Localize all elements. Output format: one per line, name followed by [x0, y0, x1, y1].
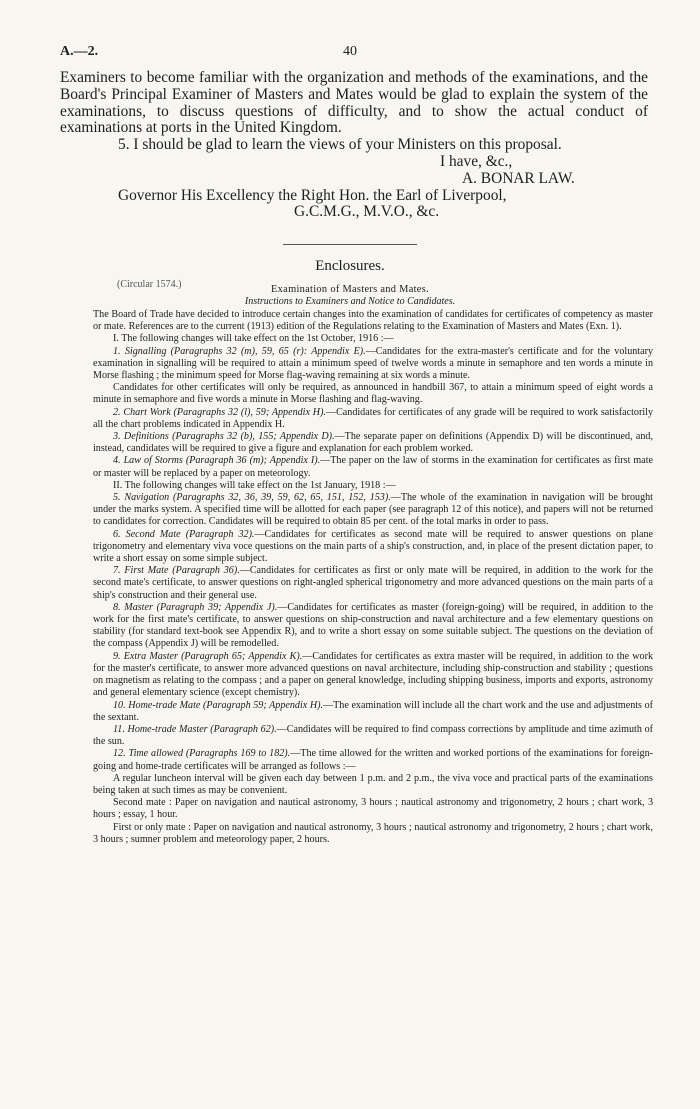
document-reference: A.—2.: [60, 44, 99, 59]
paragraph-heading: 4. Law of Storms (Paragraph 36 (m); Appendix I).: [113, 455, 321, 467]
enclosure-paragraph: [93, 529, 653, 566]
enclosure-paragraph: [93, 480, 653, 492]
paragraph-text: —Candidates for certificates as extra master will be required, in addition to the work for the master's certificate, to answer more advanced questions on naval architecture, including ship-construction and stability ; questions on magnetism as relating to the compass ; and a paper on general knowledge, including shipping business, imports and exports, astronomy and general elementary science (except chemistry).: [93, 650, 653, 699]
paragraph-text: The Board of Trade have decided to introduce certain changes into the examination of candidates for certificates of competency as master or mate. References are to the current (1913) edition of the Regulations relating to the Examination of Masters and Mates (Exn. 1).: [93, 309, 653, 333]
enclosure-paragraph: [93, 822, 653, 846]
enclosures-heading: Enclosures.: [315, 258, 385, 274]
paragraph-heading: 9. Extra Master (Paragraph 65; Appendix K).: [113, 650, 303, 662]
paragraph-heading: 8. Master (Paragraph 39; Appendix J).: [113, 601, 278, 613]
examination-heading: Examination of Masters and Mates.: [271, 284, 429, 295]
paragraph-text: I. The following changes will take effect on the 1st October, 1916 :—: [113, 333, 394, 345]
paragraph-heading: 1. Signalling (Paragraphs 32 (m), 59, 65 (r): Appendix E).: [113, 345, 366, 357]
enclosure-paragraph: [93, 382, 653, 406]
paragraph-heading: 5. Navigation (Paragraphs 32, 36, 39, 59, 62, 65, 151, 152, 153).: [113, 492, 391, 504]
enclosure-paragraph: [93, 492, 653, 529]
paragraph-text: Candidates for other certificates will only be required, as announced in handbill 367, to attain a minimum speed of eight words a minute in semaphore and five words a minute in Morse flashing and flag-waving.: [93, 382, 653, 406]
paragraph-text: —The separate paper on definitions (Appendix D) will be discontinued, and, instead, candidates will be required to give a figure and explanation for each problem worked.: [93, 431, 653, 455]
paragraph-text: —The time allowed for the written and worked portions of the examinations for foreign-going and home-trade certificates will be arranged as follows :—: [93, 748, 653, 772]
section-divider: [283, 244, 417, 245]
paragraph-heading: 11. Home-trade Master (Paragraph 62).: [113, 723, 277, 735]
enclosure-paragraph: [93, 333, 653, 345]
enclosure-paragraph: [93, 565, 653, 602]
enclosure-paragraph: [93, 455, 653, 479]
paragraph-heading: 3. Definitions (Paragraphs 32 (b), 155; Appendix D).: [113, 431, 335, 443]
enclosure-paragraph: [93, 700, 653, 724]
enclosure-paragraph: [93, 748, 653, 772]
enclosure-paragraph: [93, 651, 653, 700]
running-header: [60, 44, 640, 64]
paragraph-text: First or only mate : Paper on navigation and nautical astronomy, 3 hours ; nautical astronomy and trigonometry, 2 hours ; chart work, 3 hours ; sumner problem and meteorology paper, 2 hours.: [93, 821, 653, 845]
paragraph-text: —Candidates will be required to find compass corrections by amplitude and time azimuth of the sun.: [93, 723, 653, 748]
paragraph-heading: 12. Time allowed (Paragraphs 169 to 182).: [113, 748, 291, 760]
enclosure-paragraph: [93, 602, 653, 651]
enclosure-paragraph: [93, 309, 653, 333]
enclosure-paragraph: [93, 773, 653, 797]
addressee-honours: G.C.M.G., M.V.O., &c.: [294, 203, 440, 221]
closing-formula: I have, &c.,: [440, 152, 513, 170]
paragraph-text: —Candidates for certificates of any grade will be required to work satisfactorily all the chart problems indicated in Appendix H.: [93, 406, 653, 430]
paragraph-text: —Candidates for certificates as first or only mate will be required, in addition to the work for the second mate's certificate, to answer questions on right-angled spherical trigonometry and more advanced questions on the main parts of a ship's construction and their general use.: [93, 565, 653, 601]
paragraph-text: II. The following changes will take effect on the 1st January, 1918 :—: [113, 479, 396, 491]
letter-continuation: Examiners to become familiar with the organization and methods of the examinations, and the Board's Principal Examiner of Masters and Mates would be glad to explain the system of the examinations, to discuss questions of difficulty, and to show the actual conduct of examinations at ports in the United Kingdom.: [60, 69, 648, 137]
paragraph-heading: 2. Chart Work (Paragraphs 32 (l), 59; Appendix H).: [113, 406, 326, 418]
letter-closing: [118, 154, 648, 221]
paragraph-heading: 7. First Mate (Paragraph 36).: [113, 565, 240, 577]
enclosure-paragraph: [93, 431, 653, 455]
circular-number: (Circular 1574.): [117, 279, 182, 290]
enclosure-paragraph: [93, 407, 653, 431]
enclosure-paragraph: [93, 797, 653, 821]
paragraph-text: A regular luncheon interval will be given each day between 1 p.m. and 2 p.m., the viva voce and practical parts of the examinations being taken at such times as may be convenient.: [93, 772, 653, 796]
paragraph-text: —The whole of the examination in navigation will be brought under the marks system. A specified time will be allotted for each paper (see paragraph 12 of this notice), and papers will not be returned to candidates for correction. Candidates will be required to obtain 85 per cent. of the total marks in order to pass.: [93, 492, 653, 528]
paragraph-text: —The paper on the law of storms in the examination for certificates as first mate or master will be replaced by a paper on meteorology.: [93, 455, 653, 479]
signature-name: A. BONAR LAW.: [462, 169, 575, 187]
paragraph-text: —Candidates for certificates as master (foreign-going) will be required, in addition to the work for the first mate's certificate, to answer questions on ship-construction and naval architecture and a few elementary questions on stability (for standard text-book see Appendix R), and to write a short essay on some suitable subject. The questions on the deviation of the compass (Appendix J) will be remodelled.: [93, 601, 654, 650]
enclosure-paragraph: [93, 346, 653, 383]
paragraph-text: Second mate : Paper on navigation and nautical astronomy, 3 hours ; nautical astronomy and trigonometry, 2 hours ; chart work, 3 hours ; essay, 1 hour.: [93, 797, 653, 821]
paragraph-heading: 10. Home-trade Mate (Paragraph 59; Appendix H).: [113, 699, 324, 711]
paragraph-text: —Candidates for the extra-master's certificate and for the voluntary examination in signalling will be required to attain a minimum speed of twelve words a minute in semaphore and ten words a minute in Morse flashing ; the minimum speed for Morse flag-waving remaining at six words a minute.: [93, 345, 653, 382]
paragraph-heading: 6. Second Mate (Paragraph 32).: [113, 528, 255, 540]
paragraph-text: —Candidates for certificates as second mate will be required to answer questions on plane trigonometry and elementary viva voce questions on the main parts of a ship's construction, and, in place of the present dictation paper, to write a short essay on some simple subject.: [93, 528, 653, 565]
addressee-line: Governor His Excellency the Right Hon. the Earl of Liverpool,: [118, 186, 507, 204]
enclosure-body: [93, 309, 653, 846]
page-number: 40: [343, 44, 357, 59]
letter-paragraph-5: 5. I should be glad to learn the views of your Ministers on this proposal.: [118, 136, 562, 154]
enclosure-paragraph: [93, 724, 653, 748]
paragraph-text: —The examination will include all the chart work and the use and adjustments of the sextant.: [93, 699, 654, 723]
letter-body: [60, 69, 648, 221]
instructions-heading: Instructions to Examiners and Notice to Candidates.: [244, 296, 456, 307]
